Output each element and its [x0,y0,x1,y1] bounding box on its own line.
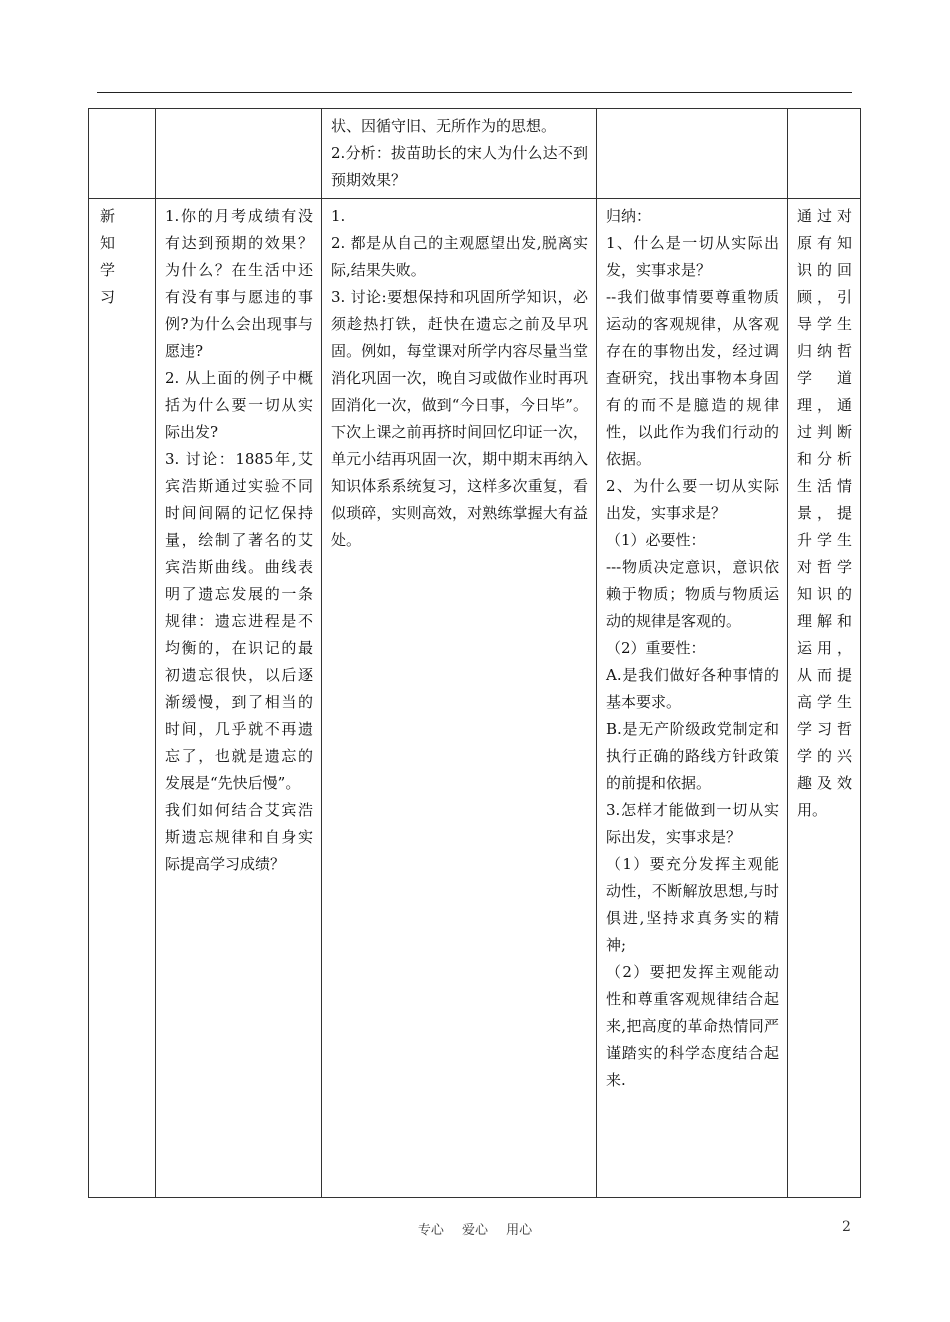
paragraph: ---物质决定意识，意识依赖于物质；物质与物质运动的规律是客观的。 [606,558,779,630]
footer-text: 用心 [506,1223,533,1238]
row1-col4-cell [597,109,788,199]
paragraph: （2）重要性： [606,639,706,657]
paragraph: 我们如何结合艾宾浩斯遗忘规律和自身实际提高学习成绩？ [165,801,313,873]
paragraph: 状、因循守旧、无所作为的思想。 [331,117,557,135]
design-intent-cell [788,199,861,1198]
paragraph: 1、什么是一切从实际出发，实事求是？ [606,234,779,279]
paragraph: 归纳： [606,207,652,225]
paragraph: 2. 都是从自己的主观愿望出发,脱离实际,结果失败。 [331,234,588,279]
section-label-cell [89,199,156,1198]
row1-col1-cell [89,109,156,199]
table-row [89,109,861,199]
footer-text: 爱心 [461,1223,488,1238]
answers-cell [322,199,597,1198]
row1-col2-cell [156,109,322,199]
header-rule [97,92,852,93]
paragraph: A.是我们做好各种事情的基本要求。 [606,666,779,711]
section-label: 新知学习 [100,207,116,306]
row1-col3-cell [322,109,597,199]
paragraph: 2.分析：拔苗助长的宋人为什么达不到预期效果？ [331,144,588,189]
paragraph: 3.怎样才能做到一切从实际出发，实事求是？ [606,801,779,846]
table-row [89,199,861,1198]
row1-col5-cell [788,109,861,199]
summary-cell [597,199,788,1198]
page-footer [0,1219,950,1238]
lesson-plan-table [88,108,861,1198]
paragraph: 2、为什么要一切从实际出发，实事求是？ [606,477,779,522]
paragraph: 1.你的月考成绩有没有达到预期的效果？为什么？在生活中还有没有事与愿违的事例?为什么会出现事与愿违? [165,207,313,360]
paragraph: （1）要充分发挥主观能动性，不断解放思想,与时俱进,坚持求真务实的精神; [606,855,779,954]
page-number: 2 [842,1219,851,1235]
paragraph: 2. 从上面的例子中概括为什么要一切从实际出发? [165,369,313,441]
footer-text: 专心 [417,1223,444,1238]
paragraph: 通过对原有知识的回顾，引导学生归纳哲学道理，通过判断和分析生活情景，提升学生对哲学知识的理解和运用，从而提高学生学习哲学的兴趣及效用。 [797,207,852,819]
questions-cell [156,199,322,1198]
paragraph: --我们做事情要尊重物质运动的客观规律，从客观存在的事物出发，经过调查研究，找出事物本身固有的而不是臆造的规律性，以此作为我们行动的依据。 [606,288,779,468]
paragraph: B.是无产阶级政党制定和执行正确的路线方针政策的前提和依据。 [606,720,779,792]
paragraph: 1. [331,207,346,225]
paragraph: 3. 讨论：1885年,艾宾浩斯通过实验不同时间间隔的记忆保持量，绘制了著名的艾宾浩斯曲线。曲线表明了遗忘发展的一条规律：遗忘进程是不均衡的，在识记的最初遗忘很快，以后逐渐缓慢，到了相当的时间，几乎就不再遗忘了，也就是遗忘的发展是“先快后慢”。 [165,450,313,792]
paragraph: （1）必要性： [606,531,706,549]
paragraph: 3. 讨论:要想保持和巩固所学知识，必须趁热打铁，赶快在遗忘之前及早巩固。例如，每堂课对所学内容尽量当堂消化巩固一次，晚自习或做作业时再巩固消化一次，做到“今日事，今日毕”。下次上课之前再挤时间回忆印证一次，单元小结再巩固一次，期中期末再纳入知识体系系统复习，这样多次重复，看似琐碎，实则高效，对熟练掌握大有益处。 [331,288,588,549]
paragraph: （2）要把发挥主观能动性和尊重客观规律结合起来,把高度的革命热情同严谨踏实的科学态度结合起来. [606,963,779,1089]
